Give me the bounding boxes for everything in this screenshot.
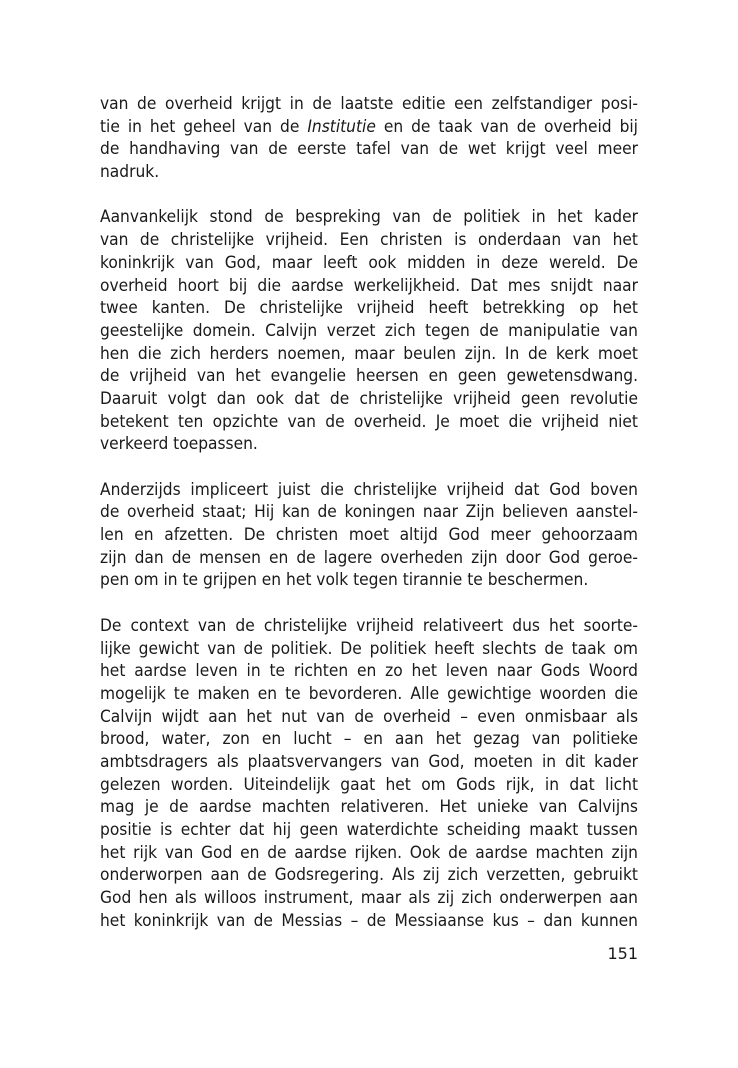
text-line bbox=[100, 161, 638, 184]
text-segment: positie is echter dat hij geen waterdichte scheiding maakt tussen bbox=[100, 820, 638, 840]
text-segment: zijn dan de mensen en de lagere overheden zijn door God geroe- bbox=[100, 547, 638, 568]
text-segment: het aardse leven in te richten en zo het leven naar Gods Woord bbox=[100, 661, 638, 682]
text-segment: verkeerd toepassen. bbox=[100, 434, 258, 455]
paragraph bbox=[100, 206, 638, 456]
text-line bbox=[100, 774, 638, 797]
text-line bbox=[100, 638, 638, 661]
text-line bbox=[100, 365, 638, 388]
text-line bbox=[100, 547, 638, 570]
text-segment: brood, water, zon en lucht – en aan het gezag van politieke bbox=[100, 729, 638, 750]
text-line bbox=[100, 842, 638, 865]
text-segment: van de christelijke vrijheid. Een christen is onderdaan van het bbox=[100, 230, 638, 251]
text-line bbox=[100, 252, 638, 275]
text-segment: het koninkrijk van de Messias – de Messiaanse kus – dan kunnen bbox=[100, 910, 638, 931]
text-segment: en de taak van de overheid bij bbox=[375, 116, 638, 137]
text-line bbox=[100, 501, 638, 524]
text-line bbox=[100, 683, 638, 706]
text-line bbox=[100, 615, 638, 638]
text-segment: ambtsdragers als plaatsvervangers van God, moeten in dit kader bbox=[100, 751, 638, 772]
text-line bbox=[100, 864, 638, 887]
text-line bbox=[100, 206, 638, 229]
text-segment: overheid hoort bij die aardse werkelijkheid. Dat mes snijdt naar bbox=[100, 275, 638, 296]
text-line bbox=[100, 275, 638, 298]
text-line bbox=[100, 229, 638, 252]
text-line bbox=[100, 660, 638, 683]
text-line bbox=[100, 910, 638, 933]
text-segment: Aanvankelijk stond de bespreking van de politiek in het kader bbox=[100, 207, 638, 228]
text-line bbox=[100, 751, 638, 774]
text-segment: hen die zich herders noemen, maar beulen zijn. In de kerk moet bbox=[100, 343, 638, 364]
page-number: 151 bbox=[607, 944, 638, 963]
text-line bbox=[100, 343, 638, 366]
text-line bbox=[100, 796, 638, 819]
text-segment: nadruk. bbox=[100, 162, 160, 183]
text-line bbox=[100, 297, 638, 320]
text-line bbox=[100, 93, 638, 116]
text-segment: God hen als willoos instrument, maar als zij zich onderwerpen aan bbox=[100, 888, 638, 909]
text-line bbox=[100, 116, 638, 139]
text-segment: de vrijheid van het evangelie heersen en geen gewetensdwang. bbox=[100, 366, 638, 387]
text-segment: lijke gewicht van de politiek. De politiek heeft slechts de taak om bbox=[100, 638, 638, 659]
text-segment: Anderzijds impliceert juist die christelijke vrijheid dat God boven bbox=[100, 479, 638, 500]
text-segment: tie in het geheel van de bbox=[100, 116, 308, 137]
text-segment: het rijk van God en de aardse rijken. Ook de aardse machten zijn bbox=[100, 842, 638, 863]
text-segment: Institutie bbox=[307, 116, 376, 137]
text-line bbox=[100, 320, 638, 343]
paragraph bbox=[100, 479, 638, 592]
text-segment: onderworpen aan de Godsregering. Als zij zich verzetten, gebruikt bbox=[100, 865, 638, 886]
text-segment: Daaruit volgt dan ook dat de christelijke vrijheid geen revolutie bbox=[100, 388, 638, 409]
text-segment: len en afzetten. De christen moet altijd God meer gehoorzaam bbox=[100, 525, 638, 546]
text-segment: mag je de aardse machten relativeren. Het unieke van Calvijns bbox=[100, 797, 638, 818]
body-text bbox=[100, 93, 638, 955]
paragraph bbox=[100, 615, 638, 933]
text-line bbox=[100, 569, 638, 592]
text-segment: gelezen worden. Uiteindelijk gaat het om Gods rijk, in dat licht bbox=[100, 774, 638, 795]
text-line bbox=[100, 887, 638, 910]
text-segment: de handhaving van de eerste tafel van de wet krijgt veel meer bbox=[100, 139, 638, 160]
text-segment: De context van de christelijke vrijheid relativeert dus het soorte- bbox=[100, 615, 638, 636]
paragraph bbox=[100, 93, 638, 184]
text-segment: geestelijke domein. Calvijn verzet zich tegen de manipulatie van bbox=[100, 320, 638, 341]
text-line bbox=[100, 706, 638, 729]
text-segment: van de overheid krijgt in de laatste editie een zelfstandiger posi- bbox=[100, 94, 638, 114]
text-line bbox=[100, 138, 638, 161]
text-segment: Calvijn wijdt aan het nut van de overheid – even onmisbaar als bbox=[100, 706, 638, 727]
text-line bbox=[100, 728, 638, 751]
text-line bbox=[100, 388, 638, 411]
text-line bbox=[100, 819, 638, 842]
text-segment: koninkrijk van God, maar leeft ook midden in deze wereld. De bbox=[100, 252, 638, 273]
text-line bbox=[100, 479, 638, 502]
text-segment: twee kanten. De christelijke vrijheid heeft betrekking op het bbox=[100, 298, 638, 319]
text-segment: de overheid staat; Hij kan de koningen naar Zijn believen aanstel- bbox=[100, 502, 638, 523]
text-line bbox=[100, 524, 638, 547]
text-line bbox=[100, 433, 638, 456]
text-segment: mogelijk te maken en te bevorderen. Alle gewichtige woorden die bbox=[100, 683, 638, 704]
text-line bbox=[100, 411, 638, 434]
text-segment: betekent ten opzichte van de overheid. Je moet die vrijheid niet bbox=[100, 411, 638, 432]
text-segment: pen om in te grijpen en het volk tegen tirannie te beschermen. bbox=[100, 570, 589, 591]
